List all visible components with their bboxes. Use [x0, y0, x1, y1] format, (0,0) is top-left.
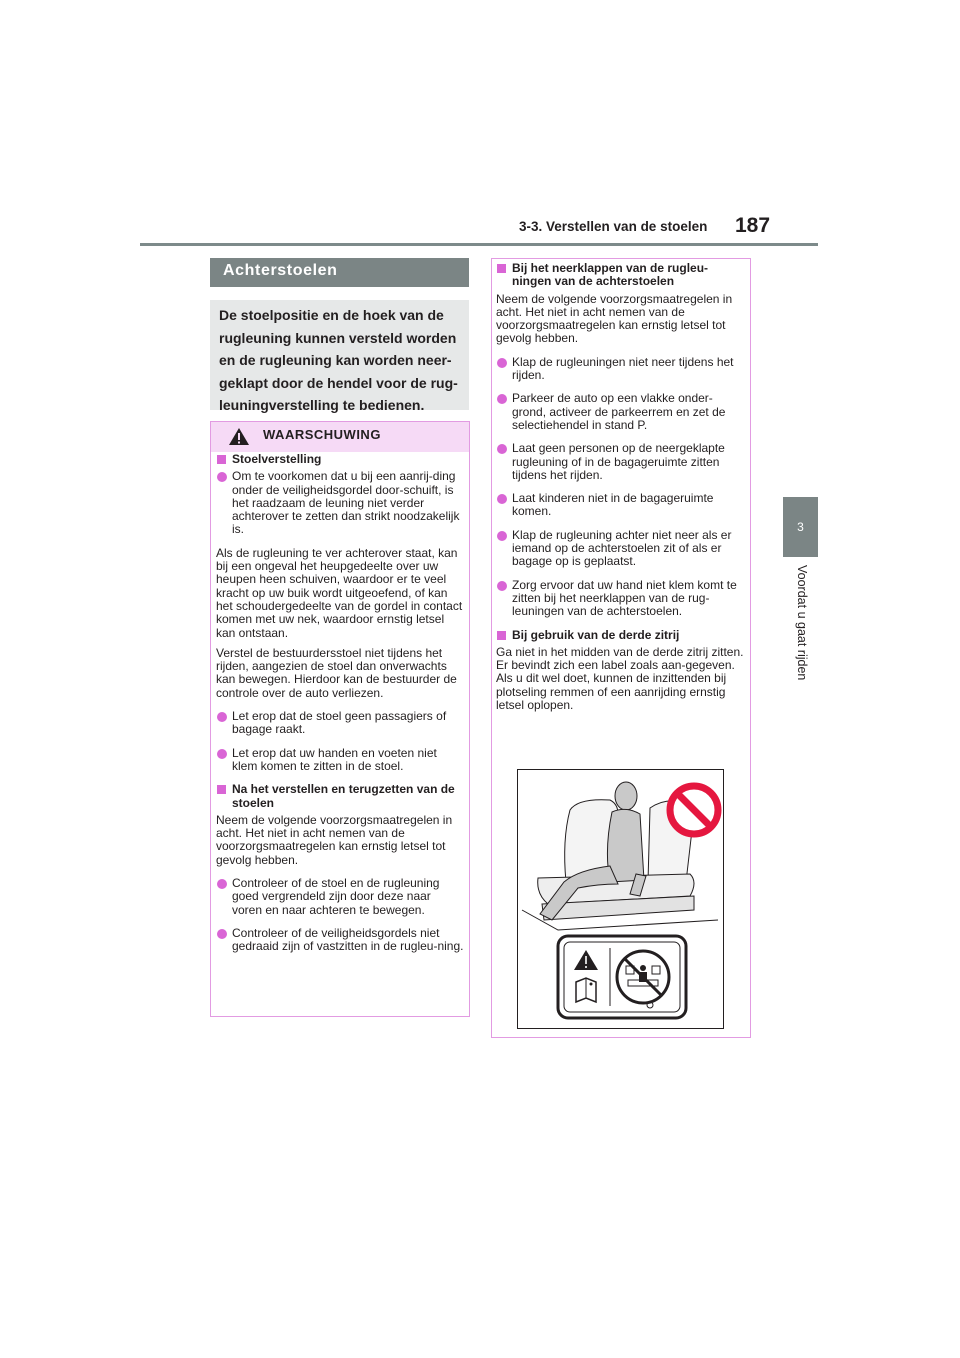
warning-title: WAARSCHUWING: [263, 427, 381, 442]
warning-triangle-icon: [228, 427, 250, 446]
warning-bullet: Om te voorkomen dat u bij een aanrij-ding onder de veiligheidsgordel door-schuift, is het raadzaam de leuning niet verder achterover te zetten dan strikt noodzakelijk is.: [216, 470, 464, 536]
running-header-section: 3-3. Verstellen van de stoelen: [519, 219, 708, 234]
heading-folding-seatbacks: Bij het neerklappen van de rugleu-ningen van de achterstoelen: [496, 262, 746, 289]
right-paragraph: Ga niet in het midden van de derde zitrij zitten. Er bevindt zich een label zoals aan-gegeven. Als u dit wel doet, kunnen de inzittenden bij plotseling remmen of een aanrijding ernstig letsel oplopen.: [496, 644, 744, 713]
header-rule: [140, 243, 818, 246]
right-bullet: Parkeer de auto op een vlakke onder-grond, activeer de parkeerrem en zet de selectiehendel in stand P.: [496, 392, 746, 432]
chapter-tab: 3: [783, 497, 818, 557]
warning-body: [216, 453, 464, 964]
right-warning-body: [496, 262, 746, 719]
seat-warning-label: [558, 936, 686, 1018]
chapter-label: Voordat u gaat rijden: [795, 565, 809, 681]
warning-bullet: Let erop dat uw handen en voeten niet klem komen te zitten in de stoel.: [216, 747, 464, 774]
warning-bullet: Controleer of de stoel en de rugleuning goed vergrendeld zijn door deze naar voren en naar achteren te bewegen.: [216, 877, 464, 917]
warning-bullet: Let erop dat de stoel geen passagiers of bagage raakt.: [216, 710, 464, 737]
right-paragraph: Neem de volgende voorzorgsmaatregelen in acht. Het niet in acht nemen van de voorzorgsmaatregelen kan ernstig letsel tot gevolg hebben.: [496, 291, 733, 346]
third-row-illustration-svg: [518, 770, 723, 1028]
warning-heading-seat-adjust: Stoelverstelling: [216, 453, 464, 466]
warning-paragraph: Als de rugleuning te ver achterover staat, kan bij een ongeval het heupgedeelte over uw heupen heen schuiven, waardoor er te veel kracht op uw buik wordt uitgeoefend, of kan het schoudergedeelte van de gordel in contact komen met uw nek, waardoor ernstig letsel kan ontstaan.: [216, 545, 463, 640]
page-number: 187: [735, 214, 771, 237]
warning-bullet: Controleer of de veiligheidsgordels niet gedraaid zijn of vastzitten in de rugleu-ning.: [216, 927, 464, 954]
right-bullet: Zorg ervoor dat uw hand niet klem komt te zitten bij het neerklappen van de rug-leuningen van de achterstoelen.: [496, 579, 746, 619]
prohibition-icon: [670, 786, 718, 834]
heading-third-row: Bij gebruik van de derde zitrij: [496, 629, 746, 642]
right-bullet: Klap de rugleuningen niet neer tijdens het rijden.: [496, 356, 746, 383]
warning-paragraph: Neem de volgende voorzorgsmaatregelen in acht. Het niet in acht nemen van de voorzorgsmaatregelen kan ernstig letsel tot gevolg hebben.: [216, 812, 453, 867]
right-bullet: Laat geen personen op de neergeklapte rugleuning of in de bagageruimte zitten tijdens het rijden.: [496, 442, 746, 482]
intro-text: De stoelpositie en de hoek van de rugleuning kunnen versteld worden en de rugleuning kan worden neer-geklapt door de hendel voor de rug-leuningverstelling te bedienen.: [219, 307, 458, 413]
right-bullet: Klap de rugleuning achter niet neer als er iemand op de achterstoelen zit of als er bagage op is geplaatst.: [496, 529, 746, 569]
warning-heading-after-adjust: Na het verstellen en terugzetten van de stoelen: [216, 783, 464, 810]
right-bullet: Laat kinderen niet in de bagageruimte komen.: [496, 492, 746, 519]
warning-paragraph: Verstel de bestuurdersstoel niet tijdens het rijden, aangezien de stoel dan onverwachts kan bewegen. Hierdoor kan de bestuurder de controle over de auto verliezen.: [216, 645, 457, 700]
section-title: Achterstoelen: [223, 262, 338, 279]
third-row-illustration: [517, 769, 724, 1029]
